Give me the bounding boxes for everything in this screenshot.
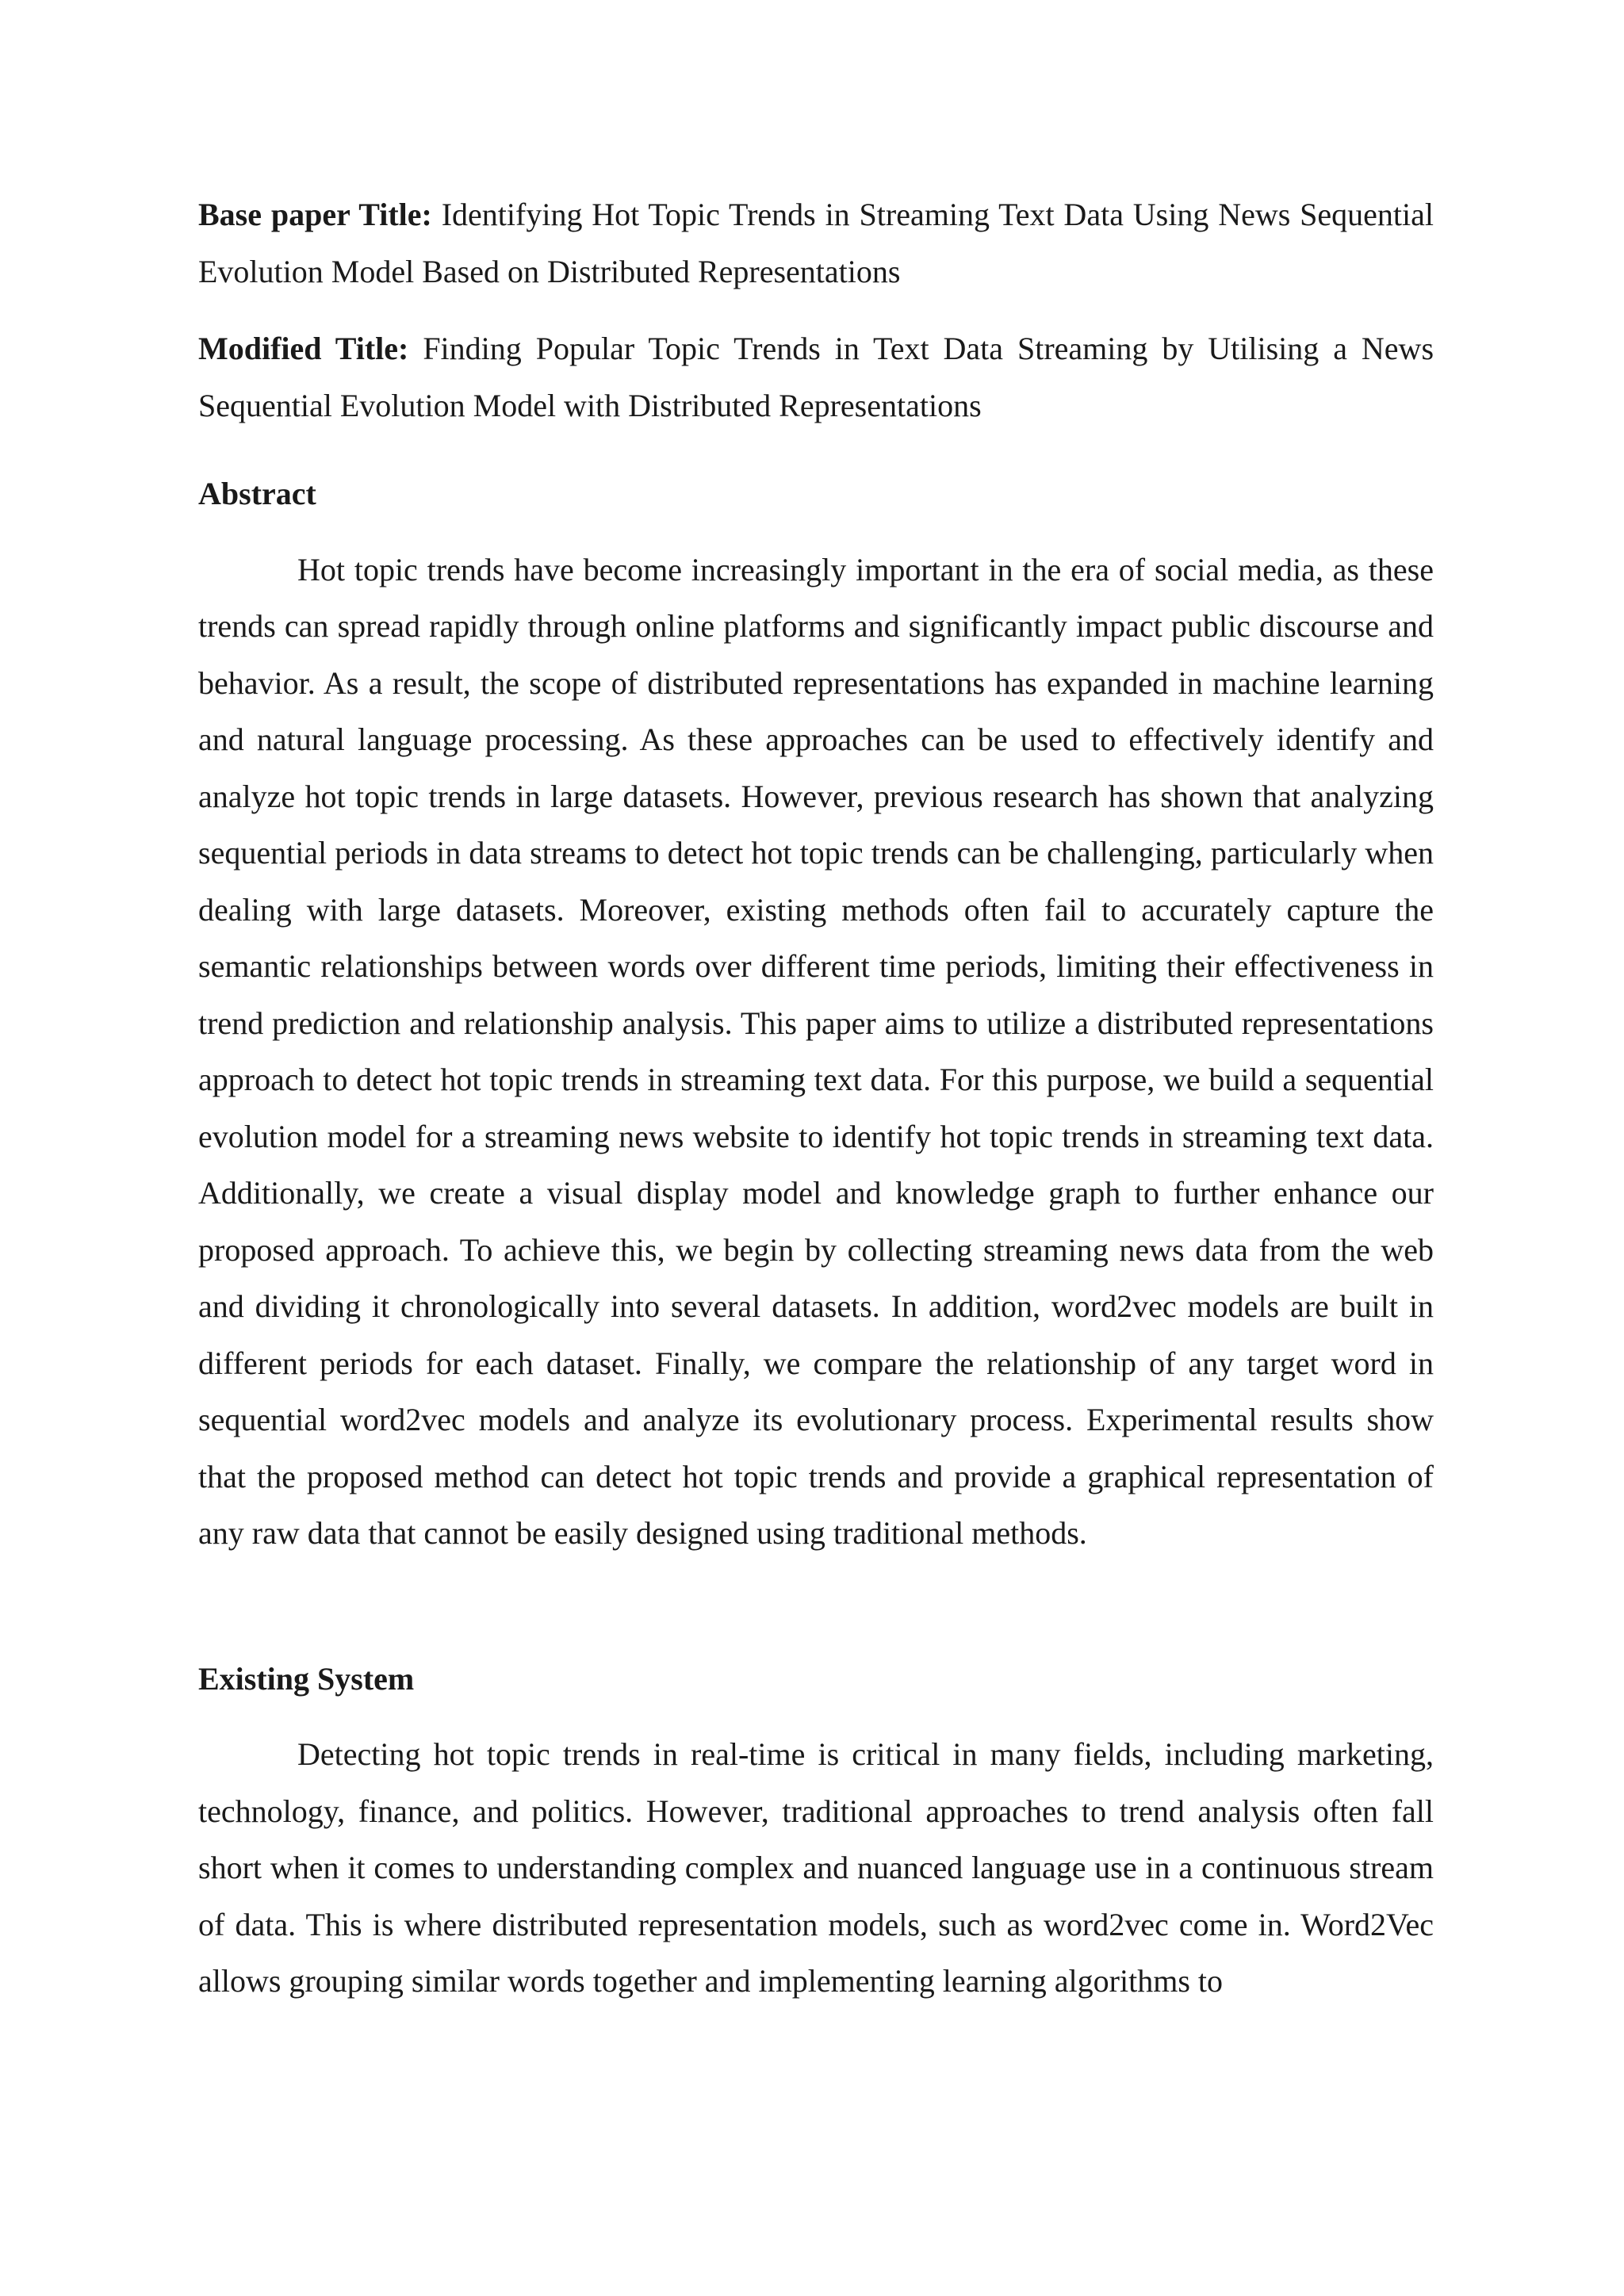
abstract-heading: Abstract [198,476,316,511]
base-paper-title-text: Identifying Hot Topic Trends in Streaming Text Data Using News Sequential Evolution Model Based on Distributed Representations [198,197,1434,289]
document-page [198,186,1434,2010]
abstract-body: Hot topic trends have become increasingly important in the era of social media, as these trends can spread rapidly through online platforms and significantly impact public discourse and behavior. As a result, the scope of distributed representations has expanded in machine learning and natural language processing. As these approaches can be used to effectively identify and analyze hot topic trends in large datasets. However, previous research has shown that analyzing sequential periods in data streams to detect hot topic trends can be challenging, particularly when dealing with large datasets. Moreover, existing methods often fail to accurately capture the semantic relationships between words over different time periods, limiting their effectiveness in trend prediction and relationship analysis. This paper aims to utilize a distributed representations approach to detect hot topic trends in streaming text data. For this purpose, we build a sequential evolution model for a streaming news website to identify hot topic trends in streaming text data. Additionally, we create a visual display model and knowledge graph to further enhance our proposed approach. To achieve this, we begin by collecting streaming news data from the web and dividing it chronologically into several datasets. In addition, word2vec models are built in different periods for each dataset. Finally, we compare the relationship of any target word in sequential word2vec models and analyze its evolutionary process. Experimental results show that the proposed method can detect hot topic trends and provide a graphical representation of any raw data that cannot be easily designed using traditional methods. [198,551,1434,1551]
modified-title-text: Finding Popular Topic Trends in Text Data Streaming by Utilising a News Sequential Evolution Model with Distributed Representations [198,331,1434,423]
modified-title [198,320,1434,434]
existing-system-body: Detecting hot topic trends in real-time is critical in many fields, including marketing, technology, finance, and politics. However, traditional approaches to trend analysis often fall short when it comes to understanding complex and nuanced language use in a continuous stream of data. This is where distributed representation models, such as word2vec come in. Word2Vec allows grouping similar words together and implementing learning algorithms to [198,1736,1434,1999]
section-spacer [198,1562,1434,1651]
modified-title-label: Modified Title: [198,331,409,366]
existing-system-heading: Existing System [198,1660,415,1697]
base-paper-title-label: Base paper Title: [198,197,432,232]
base-paper-title [198,186,1434,300]
